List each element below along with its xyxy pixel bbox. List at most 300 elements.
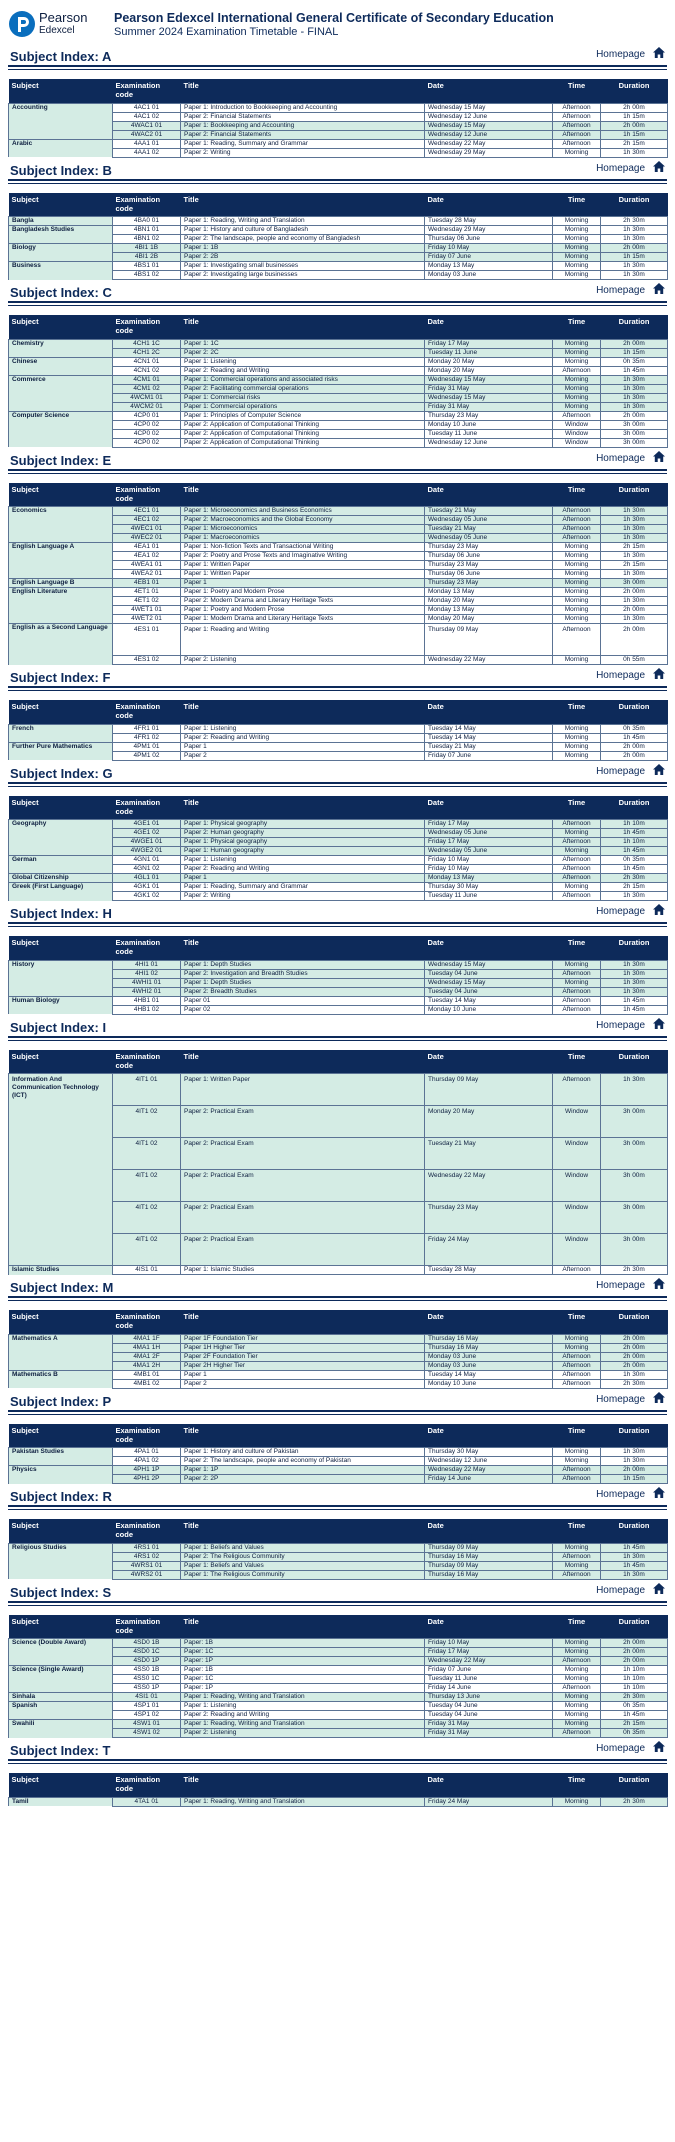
exam-code: 4SI1 01: [113, 1693, 181, 1702]
subject-name: Greek (First Language): [9, 883, 113, 901]
table-row: [9, 742, 668, 751]
exam-time: Window: [553, 1106, 601, 1138]
exam-code: 4BS1 02: [113, 271, 181, 280]
exam-duration: 0h 35m: [601, 357, 668, 366]
exam-duration: 1h 30m: [601, 375, 668, 384]
exam-date: Tuesday 14 May: [425, 724, 553, 733]
page-title: Pearson Edexcel International General Certificate of Secondary Education: [114, 10, 554, 25]
exam-duration: 2h 15m: [601, 561, 668, 570]
exam-duration: 1h 15m: [601, 348, 668, 357]
paper-title: Paper 02: [181, 1005, 425, 1014]
subject-name: English as a Second Language: [9, 624, 113, 665]
exam-code: 4WGE1 01: [113, 838, 181, 847]
column-header-date: Date: [425, 483, 553, 507]
paper-title: Paper 1: Reading and Writing: [181, 624, 425, 656]
exam-date: Wednesday 15 May: [425, 960, 553, 969]
table-row: [9, 139, 668, 148]
exam-duration: 2h 00m: [601, 1466, 668, 1475]
table-row: [9, 1466, 668, 1475]
exam-time: Afternoon: [553, 1074, 601, 1106]
paper-title: Paper 2: Practical Exam: [181, 1202, 425, 1234]
table-row: [9, 1266, 668, 1275]
column-header-date: Date: [425, 79, 553, 103]
column-header-subject: Subject: [9, 483, 113, 507]
exam-duration: 1h 45m: [601, 366, 668, 375]
subject-index-section: [8, 1741, 667, 1807]
table-row: [9, 375, 668, 384]
paper-title: Paper 2: Practical Exam: [181, 1170, 425, 1202]
exam-time: Morning: [553, 217, 601, 226]
column-header-code: Examination code: [113, 796, 181, 820]
paper-title: Paper: 1B: [181, 1666, 425, 1675]
exam-code: 4IS1 01: [113, 1266, 181, 1275]
exam-time: Morning: [553, 742, 601, 751]
column-header-date: Date: [425, 1519, 553, 1543]
subject-name: Information And Communication Technology (ICT): [9, 1074, 113, 1266]
exam-duration: 0h 35m: [601, 1702, 668, 1711]
column-header-duration: Duration: [601, 1424, 668, 1448]
exam-time: Morning: [553, 597, 601, 606]
paper-title: Paper 1: Islamic Studies: [181, 1266, 425, 1275]
column-header-subject: Subject: [9, 1424, 113, 1448]
exam-code: 4AA1 01: [113, 139, 181, 148]
paper-title: Paper 2: Reading and Writing: [181, 865, 425, 874]
exam-date: Tuesday 14 May: [425, 1370, 553, 1379]
exam-date: Wednesday 12 June: [425, 112, 553, 121]
exam-time: Window: [553, 420, 601, 429]
exam-duration: 1h 15m: [601, 112, 668, 121]
exam-time: Morning: [553, 235, 601, 244]
exam-duration: 2h 00m: [601, 339, 668, 348]
subject-name: Tamil: [9, 1797, 113, 1806]
paper-title: Paper 1: 1C: [181, 339, 425, 348]
paper-title: Paper 2: 2P: [181, 1475, 425, 1484]
paper-title: Paper 2: The Religious Community: [181, 1552, 425, 1561]
exam-date: Friday 07 June: [425, 751, 553, 760]
exam-time: Afternoon: [553, 874, 601, 883]
exam-duration: 1h 30m: [601, 507, 668, 516]
exam-code: 4CP0 02: [113, 420, 181, 429]
exam-time: Morning: [553, 588, 601, 597]
subject-name: German: [9, 856, 113, 874]
column-header-title: Title: [181, 193, 425, 217]
exam-time: Morning: [553, 829, 601, 838]
exam-time: Afternoon: [553, 525, 601, 534]
exam-duration: 1h 30m: [601, 1370, 668, 1379]
exam-time: Window: [553, 438, 601, 447]
exam-time: Morning: [553, 733, 601, 742]
exam-date: Tuesday 21 May: [425, 742, 553, 751]
homepage-link[interactable]: [596, 1487, 665, 1505]
exam-code: 4GN1 01: [113, 856, 181, 865]
subject-name: Mathematics A: [9, 1334, 113, 1370]
paper-title: Paper 1: Reading, Summary and Grammar: [181, 139, 425, 148]
exam-date: Tuesday 11 June: [425, 1675, 553, 1684]
exam-time: Afternoon: [553, 996, 601, 1005]
exam-code: 4GK1 02: [113, 892, 181, 901]
column-header-title: Title: [181, 483, 425, 507]
exam-date: Thursday 23 May: [425, 543, 553, 552]
exam-duration: 2h 00m: [601, 121, 668, 130]
exam-code: 4MA1 2F: [113, 1352, 181, 1361]
exam-date: Wednesday 29 May: [425, 226, 553, 235]
column-header-title: Title: [181, 796, 425, 820]
exam-code: 4FR1 02: [113, 733, 181, 742]
exam-duration: 1h 45m: [601, 829, 668, 838]
table-header-row: [9, 1050, 668, 1074]
section-header: [8, 283, 667, 303]
exam-time: Afternoon: [553, 1370, 601, 1379]
paper-title: Paper: 1C: [181, 1648, 425, 1657]
exam-time: Morning: [553, 271, 601, 280]
subject-name: Pakistan Studies: [9, 1448, 113, 1466]
exam-code: 4IT1 02: [113, 1170, 181, 1202]
subject-name: Chinese: [9, 357, 113, 375]
exam-duration: 0h 55m: [601, 656, 668, 665]
exam-code: 4RS1 01: [113, 1543, 181, 1552]
subject-name: Sinhala: [9, 1693, 113, 1702]
exam-code: 4ES1 01: [113, 624, 181, 656]
exam-time: Morning: [553, 1675, 601, 1684]
exam-code: 4GL1 01: [113, 874, 181, 883]
exam-code: 4BI1 2B: [113, 253, 181, 262]
table-row: [9, 339, 668, 348]
table-row: [9, 1666, 668, 1675]
section-title: Subject Index: I: [10, 1019, 107, 1035]
subject-index-section: [8, 1018, 667, 1276]
exam-date: Monday 03 June: [425, 1352, 553, 1361]
paper-title: Paper 2: Practical Exam: [181, 1138, 425, 1170]
homepage-link[interactable]: [596, 1018, 665, 1036]
column-header-duration: Duration: [601, 315, 668, 339]
section-title: Subject Index: F: [10, 670, 111, 685]
exam-code: 4EA1 01: [113, 543, 181, 552]
homepage-label: Homepage: [596, 670, 645, 681]
exam-time: Window: [553, 1234, 601, 1266]
page-header: [8, 0, 667, 44]
column-header-code: Examination code: [113, 1519, 181, 1543]
paper-title: Paper 1: Listening: [181, 724, 425, 733]
paper-title: Paper 1: Reading, Writing and Translation: [181, 1693, 425, 1702]
paper-title: Paper 1: Poetry and Modern Prose: [181, 606, 425, 615]
paper-title: Paper 2: Application of Computational Thinking: [181, 420, 425, 429]
homepage-link[interactable]: [596, 47, 665, 65]
column-header-subject: Subject: [9, 796, 113, 820]
table-row: [9, 883, 668, 892]
paper-title: Paper 2: Writing: [181, 892, 425, 901]
section-title: Subject Index: H: [10, 906, 112, 921]
exam-date: Tuesday 11 June: [425, 429, 553, 438]
table-row: [9, 820, 668, 829]
exam-duration: 1h 45m: [601, 1005, 668, 1014]
column-header-subject: Subject: [9, 79, 113, 103]
section-title: Subject Index: G: [10, 765, 113, 781]
exam-date: Tuesday 14 May: [425, 996, 553, 1005]
section-header: [8, 47, 667, 67]
exam-duration: 1h 15m: [601, 130, 668, 139]
table-row: [9, 1639, 668, 1648]
exam-date: Thursday 23 May: [425, 411, 553, 420]
column-header-time: Time: [553, 1615, 601, 1639]
exam-date: Wednesday 22 May: [425, 139, 553, 148]
exam-time: Morning: [553, 1543, 601, 1552]
table-header-row: [9, 936, 668, 960]
section-title: Subject Index: B: [10, 162, 112, 178]
column-header-date: Date: [425, 1773, 553, 1797]
exam-date: Tuesday 28 May: [425, 1266, 553, 1275]
exam-date: Thursday 09 May: [425, 1543, 553, 1552]
exam-date: Tuesday 04 June: [425, 969, 553, 978]
table-header-row: [9, 483, 668, 507]
exam-code: 4CN1 02: [113, 366, 181, 375]
table-row: [9, 874, 668, 883]
exam-code: 4SD0 1B: [113, 1639, 181, 1648]
paper-title: Paper 1: Human geography: [181, 847, 425, 856]
section-title: Subject Index: S: [10, 1584, 112, 1600]
paper-title: Paper 1: Investigating small businesses: [181, 262, 425, 271]
homepage-link[interactable]: [596, 1741, 665, 1759]
paper-title: Paper 1: Listening: [181, 357, 425, 366]
exam-code: 4WET1 01: [113, 606, 181, 615]
exam-date: Monday 20 May: [425, 366, 553, 375]
exam-time: Morning: [553, 1457, 601, 1466]
exam-time: Afternoon: [553, 1729, 601, 1738]
exam-time: Afternoon: [553, 969, 601, 978]
exam-duration: 2h 30m: [601, 1266, 668, 1275]
section-header: [8, 904, 667, 924]
exam-code: 4FR1 01: [113, 724, 181, 733]
table-row: [9, 1720, 668, 1729]
exam-duration: 1h 30m: [601, 552, 668, 561]
paper-title: Paper 1: Listening: [181, 1702, 425, 1711]
paper-title: Paper 2: Application of Computational Thinking: [181, 429, 425, 438]
timetable: [8, 483, 668, 666]
column-header-duration: Duration: [601, 700, 668, 724]
paper-title: Paper 2: Human geography: [181, 829, 425, 838]
exam-code: 4SD0 1P: [113, 1657, 181, 1666]
home-icon: [645, 904, 665, 920]
timetable: [8, 1773, 668, 1807]
exam-duration: 1h 30m: [601, 978, 668, 987]
exam-date: Tuesday 11 June: [425, 348, 553, 357]
exam-code: 4WRS2 01: [113, 1570, 181, 1579]
paper-title: Paper 1: Microeconomics: [181, 525, 425, 534]
exam-code: 4WHI2 01: [113, 987, 181, 996]
column-header-time: Time: [553, 193, 601, 217]
exam-code: 4IT1 01: [113, 1074, 181, 1106]
subject-name: Geography: [9, 820, 113, 856]
paper-title: Paper 1: Written Paper: [181, 570, 425, 579]
section-header: [8, 1018, 667, 1038]
column-header-code: Examination code: [113, 193, 181, 217]
paper-title: Paper 2: Practical Exam: [181, 1234, 425, 1266]
column-header-time: Time: [553, 315, 601, 339]
exam-duration: 3h 00m: [601, 429, 668, 438]
exam-code: 4SD0 1C: [113, 1648, 181, 1657]
exam-date: Friday 10 May: [425, 244, 553, 253]
paper-title: Paper 2: The landscape, people and economy of Bangladesh: [181, 235, 425, 244]
exam-duration: 0h 35m: [601, 856, 668, 865]
paper-title: Paper 1: Reading, Writing and Translation: [181, 1797, 425, 1806]
paper-title: Paper 2: Facilitating commercial operations: [181, 384, 425, 393]
exam-duration: 1h 10m: [601, 1666, 668, 1675]
exam-time: Morning: [553, 357, 601, 366]
exam-time: Afternoon: [553, 1570, 601, 1579]
exam-time: Morning: [553, 579, 601, 588]
column-header-date: Date: [425, 936, 553, 960]
section-header: [8, 1487, 667, 1507]
paper-title: Paper 2: Writing: [181, 148, 425, 157]
subject-name: Further Pure Mathematics: [9, 742, 113, 760]
exam-code: 4HI1 01: [113, 960, 181, 969]
exam-date: Tuesday 21 May: [425, 507, 553, 516]
timetable: [8, 79, 668, 158]
exam-duration: 1h 30m: [601, 987, 668, 996]
exam-code: 4SP1 02: [113, 1711, 181, 1720]
homepage-label: Homepage: [596, 1584, 645, 1596]
paper-title: Paper 2: Poetry and Prose Texts and Imaginative Writing: [181, 552, 425, 561]
column-header-time: Time: [553, 1519, 601, 1543]
exam-time: Afternoon: [553, 892, 601, 901]
exam-duration: 2h 30m: [601, 1379, 668, 1388]
homepage-link[interactable]: [596, 904, 665, 922]
exam-code: 4WEA1 01: [113, 561, 181, 570]
exam-date: Friday 07 June: [425, 1666, 553, 1675]
exam-time: Afternoon: [553, 112, 601, 121]
exam-code: 4RS1 02: [113, 1552, 181, 1561]
exam-date: Tuesday 11 June: [425, 892, 553, 901]
table-row: [9, 1693, 668, 1702]
section-header: [8, 1741, 667, 1761]
exam-code: 4SS0 1B: [113, 1666, 181, 1675]
exam-date: Wednesday 15 May: [425, 103, 553, 112]
homepage-link[interactable]: [596, 1583, 665, 1601]
subject-name: English Literature: [9, 588, 113, 624]
timetable: [8, 1050, 668, 1276]
table-header-row: [9, 1424, 668, 1448]
table-header-row: [9, 1310, 668, 1334]
column-header-time: Time: [553, 79, 601, 103]
exam-code: 4AC1 01: [113, 103, 181, 112]
exam-duration: 0h 35m: [601, 1729, 668, 1738]
exam-date: Friday 10 May: [425, 865, 553, 874]
exam-code: 4BS1 01: [113, 262, 181, 271]
subject-name: Science (Single Award): [9, 1666, 113, 1693]
timetable: [8, 1310, 668, 1389]
section-title: Subject Index: A: [10, 49, 112, 64]
paper-title: Paper 2: Breadth Studies: [181, 987, 425, 996]
homepage-label: Homepage: [596, 49, 645, 60]
exam-time: Morning: [553, 960, 601, 969]
exam-duration: 2h 00m: [601, 1657, 668, 1666]
paper-title: Paper: 1C: [181, 1675, 425, 1684]
exam-code: 4WEC1 01: [113, 525, 181, 534]
exam-code: 4SW1 02: [113, 1729, 181, 1738]
exam-date: Thursday 16 May: [425, 1570, 553, 1579]
homepage-link[interactable]: [596, 1392, 665, 1410]
paper-title: Paper 1: Beliefs and Values: [181, 1543, 425, 1552]
exam-code: 4WCM1 01: [113, 393, 181, 402]
column-header-title: Title: [181, 1519, 425, 1543]
paper-title: Paper 1: Depth Studies: [181, 960, 425, 969]
exam-time: Morning: [553, 384, 601, 393]
exam-time: Afternoon: [553, 411, 601, 420]
exam-date: Monday 03 June: [425, 271, 553, 280]
homepage-link[interactable]: [596, 1278, 665, 1296]
column-header-subject: Subject: [9, 1050, 113, 1074]
homepage-link[interactable]: [596, 668, 665, 686]
exam-code: 4PH1 1P: [113, 1466, 181, 1475]
column-header-code: Examination code: [113, 936, 181, 960]
paper-title: Paper 2: Reading and Writing: [181, 733, 425, 742]
exam-duration: 1h 30m: [601, 516, 668, 525]
exam-date: Friday 07 June: [425, 253, 553, 262]
exam-duration: 3h 00m: [601, 1138, 668, 1170]
exam-date: Monday 10 June: [425, 1005, 553, 1014]
table-row: [9, 1543, 668, 1552]
column-header-time: Time: [553, 1310, 601, 1334]
home-icon: [645, 1392, 665, 1408]
exam-time: Afternoon: [553, 507, 601, 516]
exam-duration: 2h 00m: [601, 588, 668, 597]
exam-time: Morning: [553, 1334, 601, 1343]
homepage-link[interactable]: [596, 161, 665, 179]
paper-title: Paper 1: [181, 874, 425, 883]
exam-code: 4HB1 01: [113, 996, 181, 1005]
section-header: [8, 764, 667, 784]
exam-code: 4PA1 02: [113, 1457, 181, 1466]
exam-duration: 1h 30m: [601, 393, 668, 402]
exam-duration: 1h 30m: [601, 1552, 668, 1561]
subject-index-section: [8, 1278, 667, 1389]
exam-date: Friday 31 May: [425, 1720, 553, 1729]
exam-time: Morning: [553, 244, 601, 253]
exam-date: Wednesday 22 May: [425, 1466, 553, 1475]
logo-sub: Edexcel: [39, 25, 75, 36]
paper-title: Paper 1: Non-fiction Texts and Transactional Writing: [181, 543, 425, 552]
home-icon: [645, 1741, 665, 1757]
column-header-date: Date: [425, 1310, 553, 1334]
homepage-link[interactable]: [596, 283, 665, 301]
column-header-subject: Subject: [9, 1773, 113, 1797]
homepage-link[interactable]: [596, 764, 665, 782]
exam-time: Afternoon: [553, 121, 601, 130]
paper-title: Paper 1: Written Paper: [181, 561, 425, 570]
exam-duration: 1h 30m: [601, 1074, 668, 1106]
column-header-duration: Duration: [601, 193, 668, 217]
column-header-title: Title: [181, 1615, 425, 1639]
column-header-code: Examination code: [113, 700, 181, 724]
paper-title: Paper 1: Listening: [181, 856, 425, 865]
subject-name: Arabic: [9, 139, 113, 157]
exam-time: Afternoon: [553, 820, 601, 829]
homepage-link[interactable]: [596, 451, 665, 469]
paper-title: Paper 2: 2B: [181, 253, 425, 262]
exam-date: Friday 14 June: [425, 1684, 553, 1693]
home-icon: [645, 283, 665, 299]
paper-title: Paper 2: Listening: [181, 656, 425, 665]
paper-title: Paper 1: [181, 1370, 425, 1379]
exam-duration: 2h 00m: [601, 1334, 668, 1343]
homepage-label: Homepage: [596, 452, 645, 464]
exam-code: 4BA0 01: [113, 217, 181, 226]
exam-date: Friday 17 May: [425, 339, 553, 348]
column-header-code: Examination code: [113, 1310, 181, 1334]
column-header-duration: Duration: [601, 1050, 668, 1074]
paper-title: Paper 2: Investigation and Breadth Studies: [181, 969, 425, 978]
exam-duration: 3h 00m: [601, 1202, 668, 1234]
exam-code: 4SP1 01: [113, 1702, 181, 1711]
